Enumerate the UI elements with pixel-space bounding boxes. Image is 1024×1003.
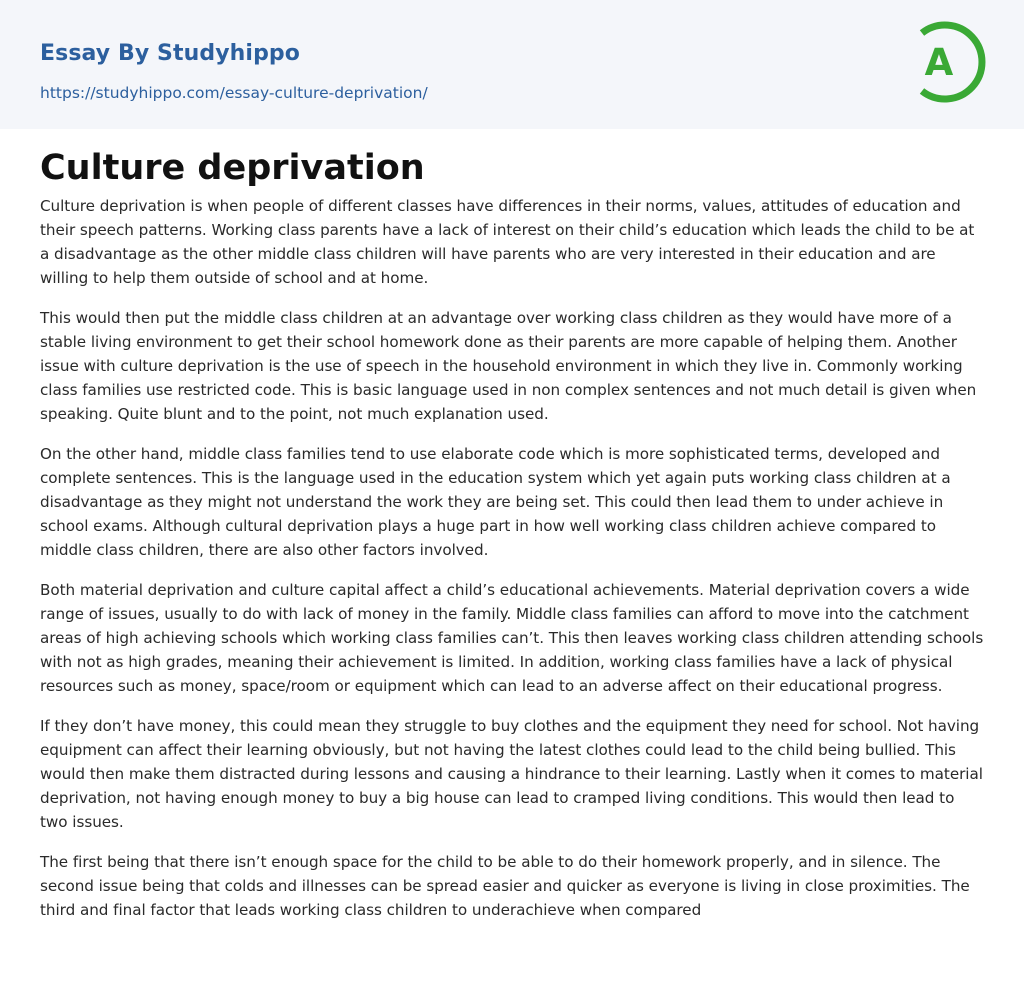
essay-body bbox=[40, 194, 984, 938]
essay-paragraph: Culture deprivation is when people of different classes have differences in their norms, values, attitudes of education and their speech patterns. Working class parents have a lack of interest on their child’s education which leads the child to be at a disadvantage as the other middle class children will have parents who are very interested in their education and are willing to help them outside of school and at home. bbox=[40, 197, 975, 287]
essay-paragraph: This would then put the middle class children at an advantage over working class children as they would have more of a stable living environment to get their school homework done as their parents are more capable of helping them. Another issue with culture deprivation is the use of speech in the household environment in which they live in. Commonly working class families use restricted code. This is basic language used in non complex sentences and not much detail is given when speaking. Quite blunt and to the point, not much explanation used. bbox=[40, 309, 977, 423]
essay-paragraph: On the other hand, middle class families tend to use elaborate code which is more sophisticated terms, developed and complete sentences. This is the language used in the education system which yet again puts working class children at a disadvantage as they might not understand the work they are being set. This could then lead them to under achieve in school exams. Although cultural deprivation plays a huge part in how well working class children achieve compared to middle class children, there are also other factors involved. bbox=[40, 445, 951, 559]
site-header bbox=[0, 0, 1024, 129]
essay-paragraph: The first being that there isn’t enough space for the child to be able to do their homework properly, and in silence. The second issue being that colds and illnesses can be spread easier and quicker as everyone is living in close proximities. The third and final factor that leads working class children to underachieve when compared bbox=[40, 853, 970, 919]
essay-url-link[interactable]: https://studyhippo.com/essay-culture-deprivation/ bbox=[40, 84, 428, 102]
essay-paragraph: If they don’t have money, this could mean they struggle to buy clothes and the equipment they need for school. Not having equipment can affect their learning obviously, but not having the latest clothes could lead to the child being bullied. This would then make them distracted during lessons and causing a hindrance to their learning. Lastly when it comes to material deprivation, not having enough money to buy a big house can lead to cramped living conditions. This would then lead to two issues. bbox=[40, 717, 983, 831]
essay-title: Culture deprivation bbox=[40, 148, 425, 188]
studyhippo-logo-icon[interactable] bbox=[908, 18, 988, 106]
essay-paragraph: Both material deprivation and culture capital affect a child’s educational achievements. Material deprivation covers a wide range of issues, usually to do with lack of money in the family. Middle class families can afford to move into the catchment areas of high achieving schools which working class families can’t. This then leaves working class children attending schools with not as high grades, meaning their achievement is limited. In addition, working class families have a lack of physical resources such as money, space/room or equipment which can lead to an adverse affect on their educational progress. bbox=[40, 581, 984, 695]
brand-title[interactable]: Essay By Studyhippo bbox=[40, 41, 300, 66]
logo-letter: A bbox=[924, 41, 954, 84]
